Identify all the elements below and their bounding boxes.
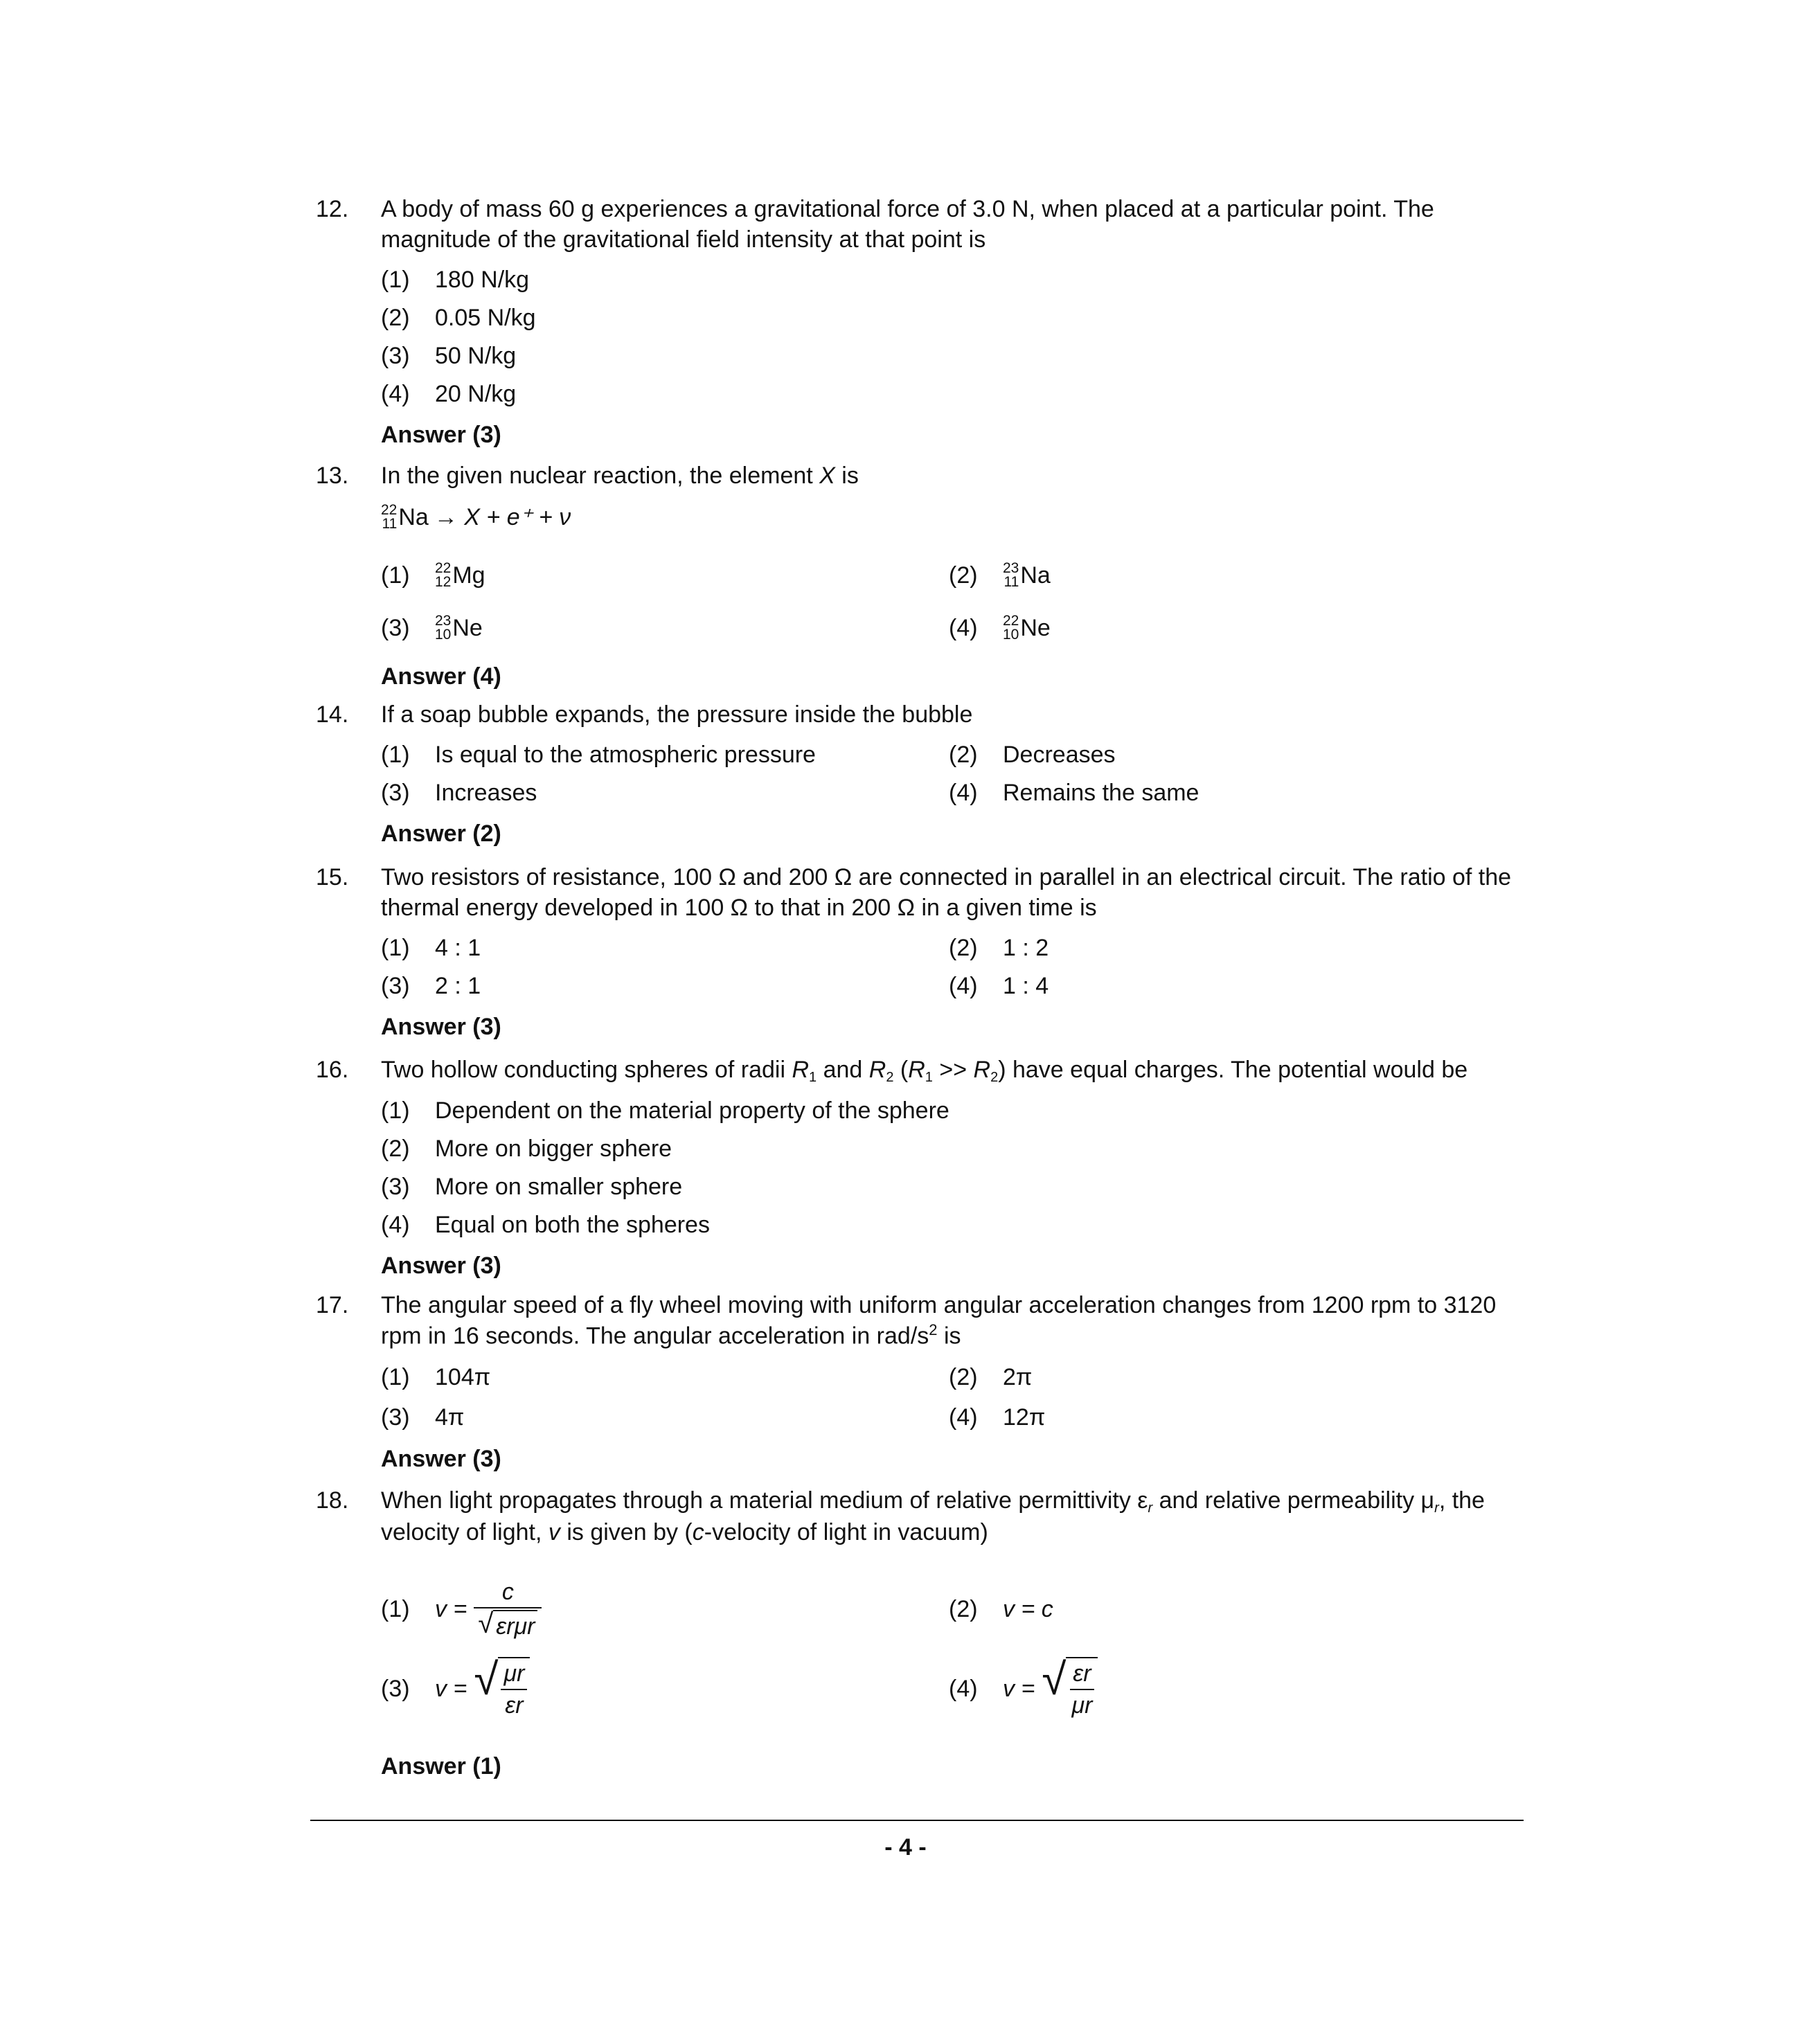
answer: Answer (2) bbox=[381, 820, 501, 847]
option-1: (1) 104π bbox=[381, 1363, 491, 1390]
answer: Answer (3) bbox=[381, 1253, 501, 1280]
question-number: 17. bbox=[316, 1292, 349, 1318]
question-18 bbox=[316, 1485, 1535, 1785]
option-2: (2) More on bigger sphere bbox=[381, 1136, 672, 1163]
option-2: (2) Decreases bbox=[949, 741, 1116, 768]
answer: Answer (3) bbox=[381, 1013, 501, 1040]
question-stem: A body of mass 60 g experiences a gravitational force of 3.0 N, when placed at a particular point. The bbox=[381, 196, 1434, 222]
footer-divider bbox=[310, 1820, 1524, 1821]
question-stem: velocity of light, v is given by (c-velocity of light in vacuum) bbox=[381, 1519, 988, 1545]
option-4: (4) 20 N/kg bbox=[381, 380, 517, 407]
answer: Answer (3) bbox=[381, 1446, 501, 1473]
option-4: (4) Equal on both the spheres bbox=[381, 1212, 710, 1239]
option-1: (1) Is equal to the atmospheric pressure bbox=[381, 741, 816, 768]
question-number: 14. bbox=[316, 701, 349, 728]
option-2: (2) 23 11 Na bbox=[949, 560, 1051, 591]
option-2: (2) 2π bbox=[949, 1363, 1033, 1390]
option-3: (3) 2 : 1 bbox=[381, 972, 481, 999]
option-3: (3) Increases bbox=[381, 779, 537, 806]
question-stem: magnitude of the gravitational field intensity at that point is bbox=[381, 226, 986, 253]
option-3: (3) 4π bbox=[381, 1404, 465, 1431]
option-4: (4) 22 10 Ne bbox=[949, 613, 1051, 643]
answer: Answer (1) bbox=[381, 1752, 501, 1779]
question-stem: The angular speed of a fly wheel moving with uniform angular acceleration changes from 1200 rpm to 3120 bbox=[381, 1292, 1497, 1318]
option-1: (1) 22 12 Mg bbox=[381, 560, 485, 591]
question-stem: thermal energy developed in 100 Ω to that in 200 Ω in a given time is bbox=[381, 895, 1097, 922]
nuclear-reaction: 22 11 Na → X + e⁺ + ν bbox=[381, 502, 571, 532]
option-4: (4) Remains the same bbox=[949, 779, 1199, 806]
question-number: 15. bbox=[316, 864, 349, 890]
question-stem: If a soap bubble expands, the pressure inside the bubble bbox=[381, 701, 973, 728]
option-4: (4) v = √ εr μr bbox=[949, 1647, 1517, 1730]
question-stem: rpm in 16 seconds. The angular acceleration in rad/$s^2$ is bbox=[381, 1321, 961, 1350]
question-number: 12. bbox=[316, 196, 349, 222]
question-number: 13. bbox=[316, 463, 349, 489]
question-17 bbox=[316, 1290, 1535, 1478]
option-1: (1) Dependent on the material property of the sphere bbox=[381, 1097, 949, 1124]
option-4: (4) 12π bbox=[949, 1404, 1046, 1431]
question-14 bbox=[316, 699, 1535, 852]
option-1: (1) 180 N/kg bbox=[381, 266, 530, 293]
square-root: √ μr εr bbox=[474, 1657, 530, 1721]
question-stem: Two resistors of resistance, 100 Ω and 200 Ω are connected in parallel in an electrical circuit. The ratio of the bbox=[381, 864, 1512, 890]
answer: Answer (4) bbox=[381, 663, 501, 690]
answer: Answer (3) bbox=[381, 421, 501, 448]
question-stem: In the given nuclear reaction, the element X is bbox=[381, 463, 859, 489]
option-2: (2) 1 : 2 bbox=[949, 934, 1049, 961]
option-1: (1) v = c √ εrμr bbox=[381, 1571, 949, 1647]
question-16 bbox=[316, 1055, 1535, 1285]
question-number: 18. bbox=[316, 1487, 349, 1514]
question-stem: Two hollow conducting spheres of radii $R_1$ and $R_2$ $(R_1 >> R_2)$ have equal charges. The potential would be bbox=[381, 1057, 1468, 1085]
option-4: (4) 1 : 4 bbox=[949, 972, 1049, 999]
option-1: (1) 4 : 1 bbox=[381, 934, 481, 961]
question-13 bbox=[316, 460, 1535, 695]
question-stem: When light propagates through a material medium of relative permittivity $\varepsilon_r$ and relative permeability $\mu_r$, the bbox=[381, 1487, 1485, 1516]
option-3: (3) 23 10 Ne bbox=[381, 613, 483, 643]
fraction: c √ εrμr bbox=[474, 1577, 542, 1642]
option-3: (3) More on smaller sphere bbox=[381, 1174, 683, 1201]
page-number: - 4 - bbox=[884, 1834, 927, 1861]
question-15 bbox=[316, 862, 1535, 1046]
option-3: (3) v = √ μr εr bbox=[381, 1647, 949, 1730]
option-3: (3) 50 N/kg bbox=[381, 342, 517, 369]
square-root: √ εr μr bbox=[1042, 1657, 1098, 1721]
question-12 bbox=[316, 194, 1535, 454]
option-2: (2) 0.05 N/kg bbox=[381, 304, 536, 331]
question-number: 16. bbox=[316, 1057, 349, 1083]
option-2: (2) v = c bbox=[949, 1596, 1053, 1623]
